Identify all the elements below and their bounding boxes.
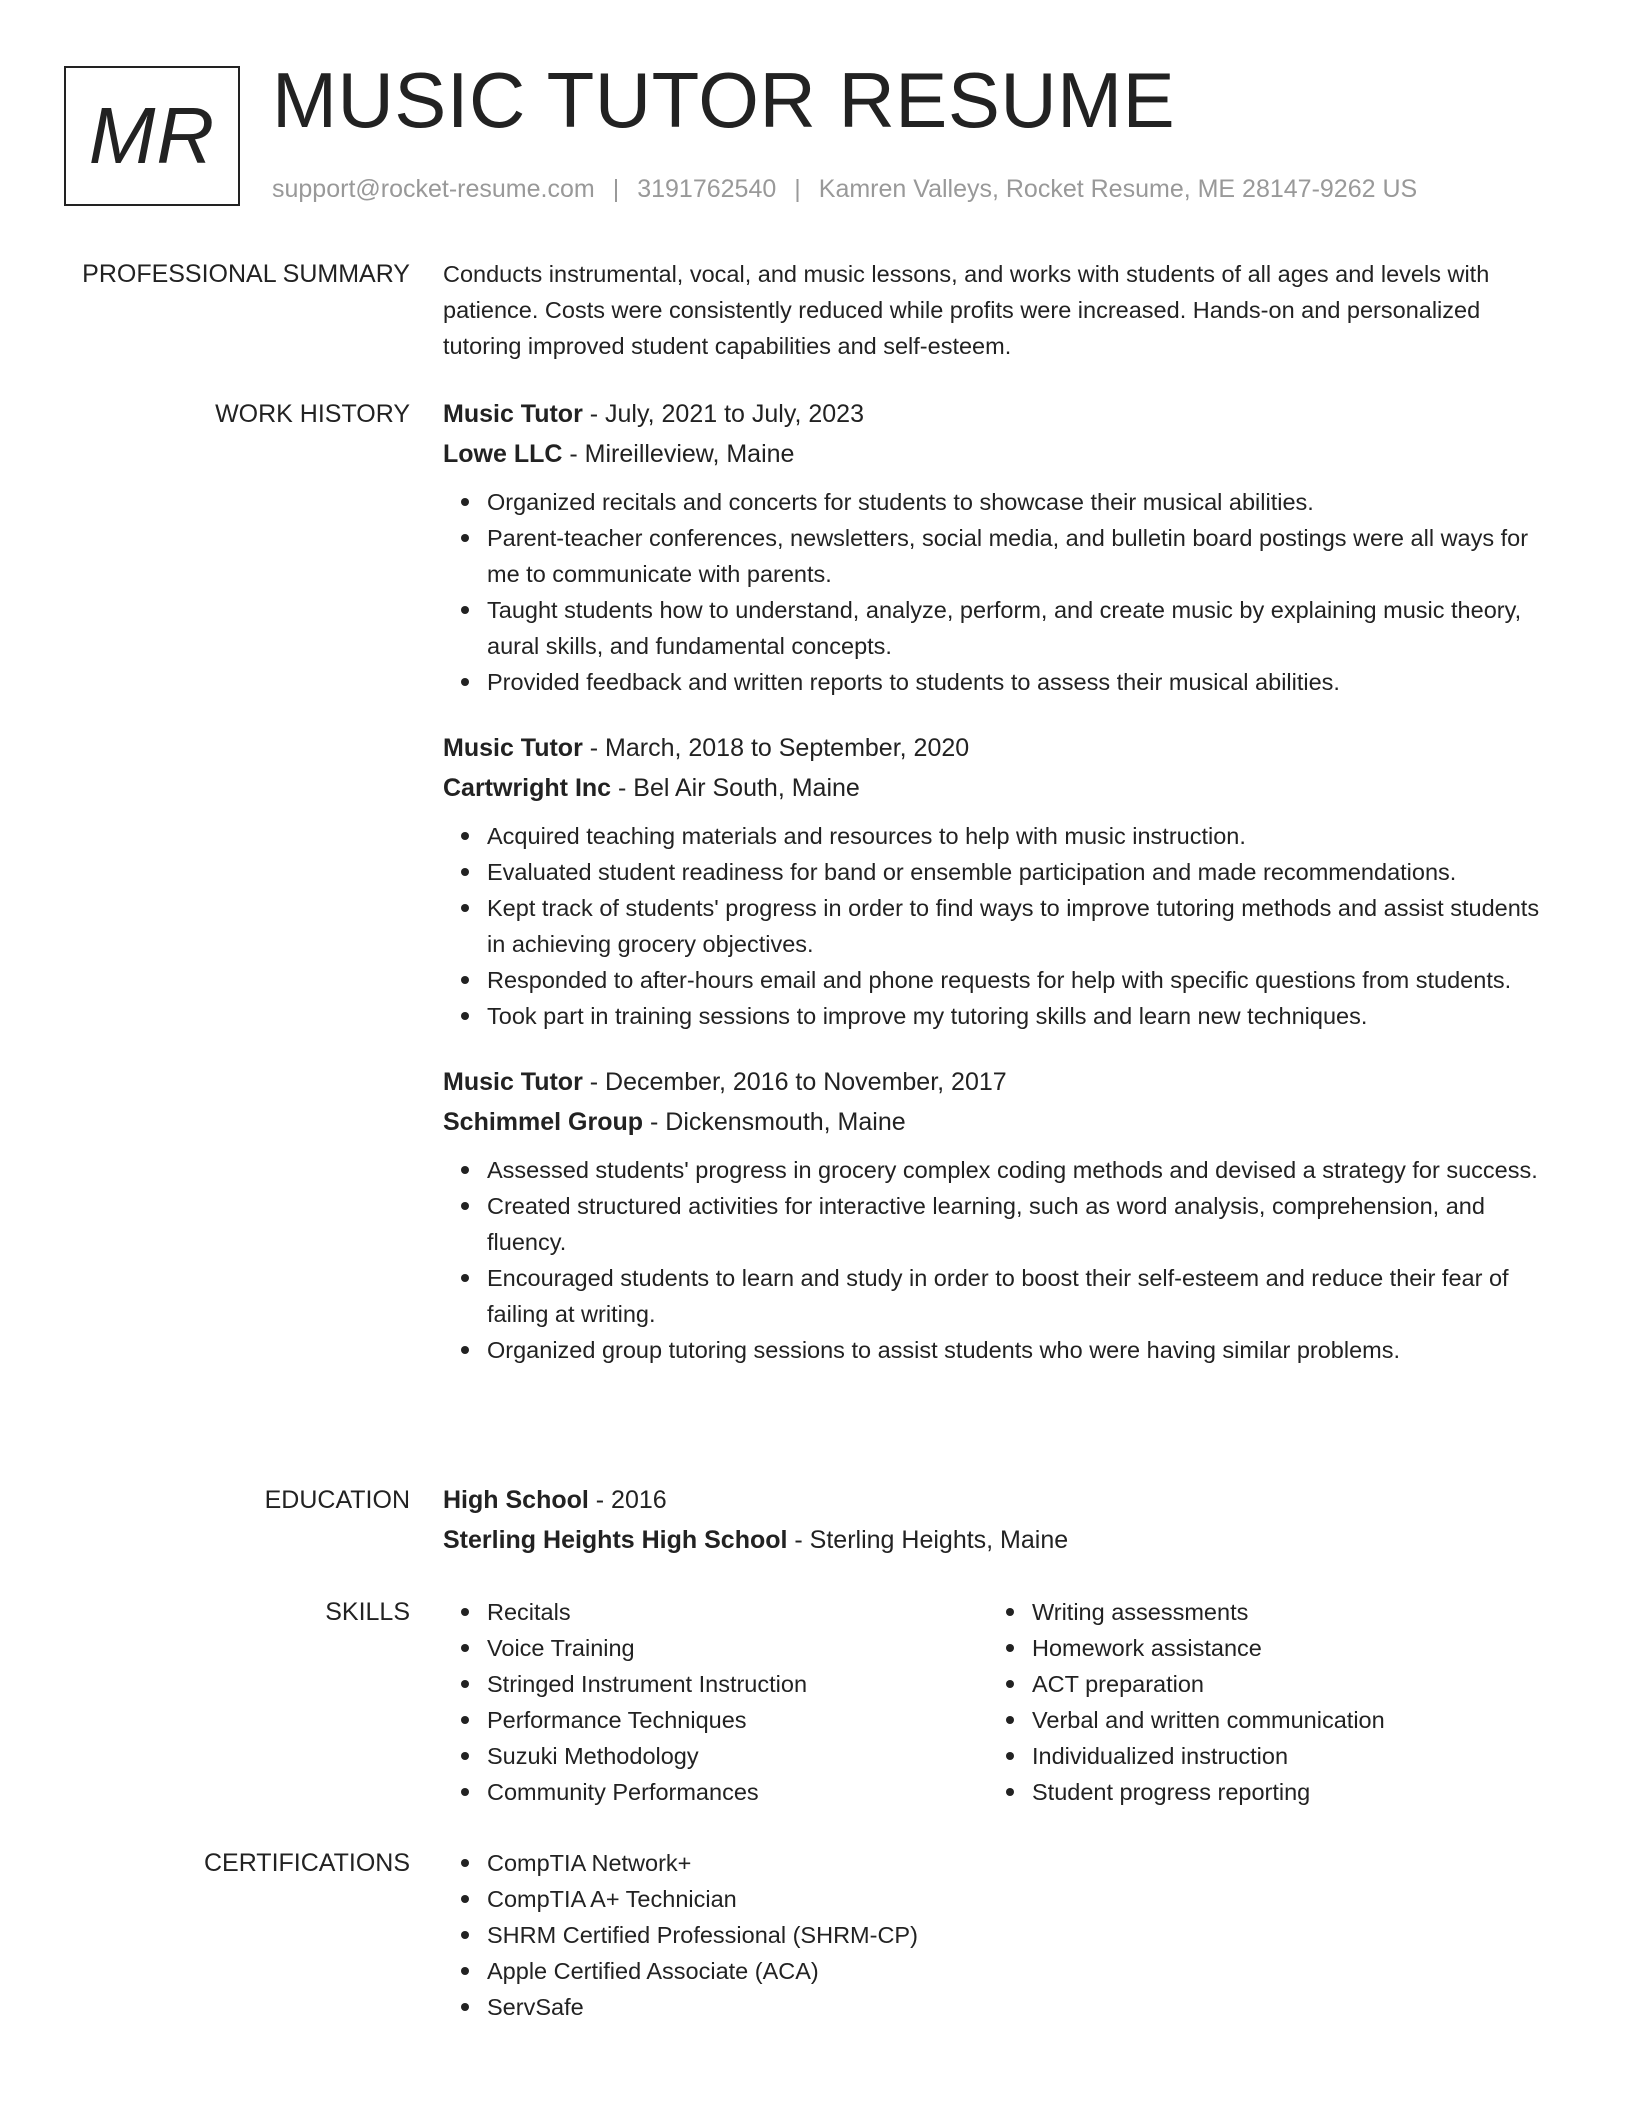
education-location: - Sterling Heights, Maine (787, 1526, 1069, 1554)
skill-item: Homework assistance (1032, 1630, 1533, 1666)
contact-address: Kamren Valleys, Rocket Resume, ME 28147-9262 US (818, 175, 1418, 203)
skill-item: Student progress reporting (1032, 1774, 1533, 1810)
section-label-certifications: CERTIFICATIONS (203, 1849, 410, 1877)
job-bullet-list (443, 484, 1553, 700)
job-bullet: Evaluated student readiness for band or ensemble participation and made recommendations. (487, 854, 1553, 890)
skills-column-right (988, 1594, 1533, 1810)
job-entry (443, 394, 1553, 700)
job-bullet: Acquired teaching materials and resources to help with music instruction. (487, 818, 1553, 854)
certification-item: ServSafe (487, 1989, 1553, 2025)
education-degree: High School (443, 1486, 589, 1514)
job-bullet: Created structured activities for interactive learning, such as word analysis, comprehension, and fluency. (487, 1188, 1553, 1260)
section-label-education: EDUCATION (264, 1486, 410, 1514)
job-title: Music Tutor (443, 734, 583, 762)
job-bullet: Kept track of students' progress in order to find ways to improve tutoring methods and assist students in achieving grocery objectives. (487, 890, 1553, 962)
skills-list-right (988, 1594, 1533, 1810)
skill-item: Stringed Instrument Instruction (487, 1666, 988, 1702)
job-bullet: Organized recitals and concerts for students to showcase their musical abilities. (487, 484, 1553, 520)
education-school-line (443, 1520, 1553, 1560)
summary-body (443, 256, 1553, 364)
skill-item: Community Performances (487, 1774, 988, 1810)
job-location: - Bel Air South, Maine (611, 774, 860, 802)
job-dates: - March, 2018 to September, 2020 (582, 734, 970, 762)
section-label-work-history: WORK HISTORY (215, 400, 410, 428)
job-company-line (443, 768, 1553, 808)
skill-item: ACT preparation (1032, 1666, 1533, 1702)
summary-text: Conducts instrumental, vocal, and music lessons, and works with students of all ages and levels with patience. Costs were consistently reduced while profits were increased. Hands-on and personalized tutoring improved student capabilities and self-esteem. (443, 261, 1490, 359)
job-bullet-list (443, 1152, 1553, 1368)
job-title: Music Tutor (443, 400, 583, 428)
contact-phone: 3191762540 (637, 175, 777, 203)
job-bullet: Taught students how to understand, analyze, perform, and create music by explaining music theory, aural skills, and fundamental concepts. (487, 592, 1553, 664)
job-bullet: Took part in training sessions to improve my tutoring skills and learn new techniques. (487, 998, 1553, 1034)
job-bullet: Organized group tutoring sessions to assist students who were having similar problems. (487, 1332, 1553, 1368)
skill-item: Voice Training (487, 1630, 988, 1666)
job-bullet: Encouraged students to learn and study in order to boost their self-esteem and reduce their fear of failing at writing. (487, 1260, 1553, 1332)
skills-list-left (443, 1594, 988, 1810)
job-bullet-list (443, 818, 1553, 1034)
certification-item: CompTIA A+ Technician (487, 1881, 1553, 1917)
education-school: Sterling Heights High School (443, 1526, 788, 1554)
job-entry (443, 728, 1553, 1034)
monogram-box (64, 66, 240, 206)
job-location: - Mireilleview, Maine (562, 440, 795, 468)
job-title: Music Tutor (443, 1068, 583, 1096)
section-label-summary: PROFESSIONAL SUMMARY (82, 260, 410, 288)
job-title-line (443, 394, 1553, 434)
contact-email: support@rocket-resume.com (272, 175, 595, 203)
skills-column-left (443, 1594, 988, 1810)
skill-item: Suzuki Methodology (487, 1738, 988, 1774)
job-company: Schimmel Group (443, 1108, 644, 1136)
skill-item: Recitals (487, 1594, 988, 1630)
job-title-line (443, 728, 1553, 768)
skill-item: Individualized instruction (1032, 1738, 1533, 1774)
education-body (443, 1480, 1553, 1560)
skill-item: Verbal and written communication (1032, 1702, 1533, 1738)
certification-item: SHRM Certified Professional (SHRM-CP) (487, 1917, 1553, 1953)
section-label-skills: SKILLS (325, 1598, 410, 1626)
certification-item: CompTIA Network+ (487, 1845, 1553, 1881)
job-bullet: Responded to after-hours email and phone requests for help with specific questions from students. (487, 962, 1553, 998)
job-entry (443, 1062, 1553, 1368)
contact-separator: | (794, 175, 801, 203)
skill-item: Performance Techniques (487, 1702, 988, 1738)
job-bullet: Parent-teacher conferences, newsletters, social media, and bulletin board postings were all ways for me to communicate with parents. (487, 520, 1553, 592)
skill-item: Writing assessments (1032, 1594, 1533, 1630)
job-company: Lowe LLC (443, 440, 563, 468)
job-bullet: Assessed students' progress in grocery complex coding methods and devised a strategy for success. (487, 1152, 1553, 1188)
work-history-body (443, 394, 1553, 1396)
education-degree-line (443, 1480, 1553, 1520)
certification-item: Apple Certified Associate (ACA) (487, 1953, 1553, 1989)
certifications-list (443, 1845, 1553, 2025)
job-dates: - July, 2021 to July, 2023 (582, 400, 864, 428)
contact-separator: | (612, 175, 620, 203)
job-bullet: Provided feedback and written reports to students to assess their musical abilities. (487, 664, 1553, 700)
job-company-line (443, 1102, 1553, 1142)
skills-body (443, 1594, 1553, 1810)
job-title-line (443, 1062, 1553, 1102)
monogram-initials: MR (88, 91, 216, 180)
resume-title: MUSIC TUTOR RESUME (272, 56, 1176, 144)
contact-line (272, 172, 1417, 206)
job-company-line (443, 434, 1553, 474)
job-dates: - December, 2016 to November, 2017 (582, 1068, 1007, 1096)
job-company: Cartwright Inc (443, 774, 612, 802)
education-year: - 2016 (588, 1486, 667, 1514)
job-location: - Dickensmouth, Maine (643, 1108, 906, 1136)
certifications-body (443, 1845, 1553, 2025)
